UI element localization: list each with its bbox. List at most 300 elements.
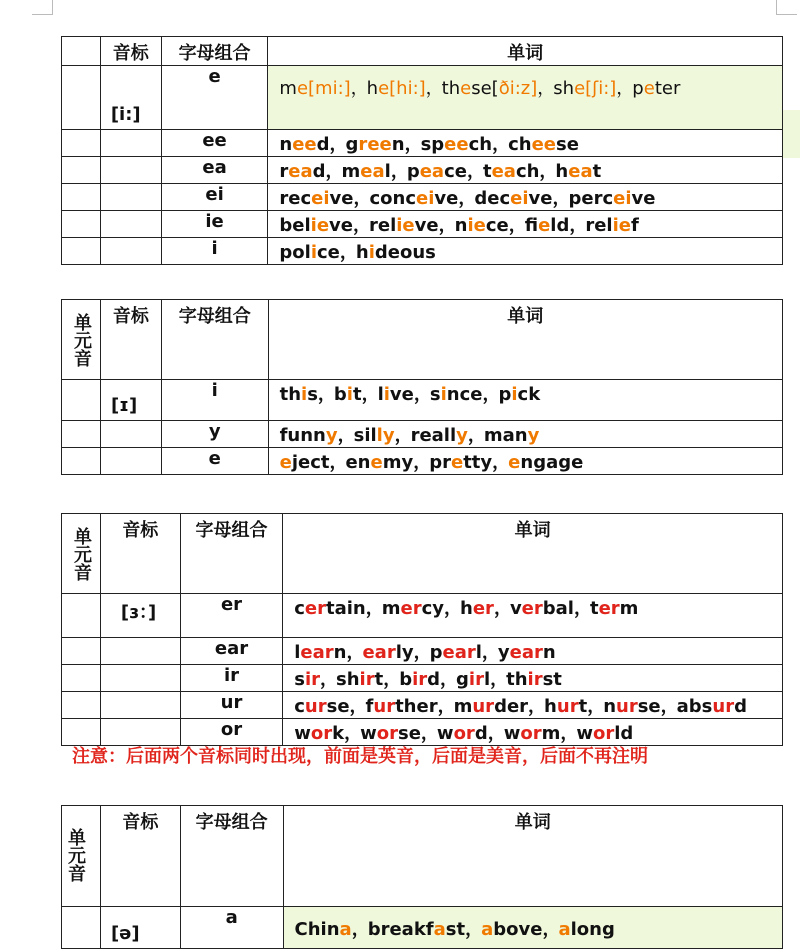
highlighted-letters: ur [373,696,396,717]
phonetic-symbol-cell [100,665,180,692]
word-separator: ， [329,452,346,473]
word-separator: ， [458,188,475,209]
word [456,669,490,690]
phonetic-symbol-cell: [ɜ：] [100,594,180,638]
word-segment: th [279,384,302,405]
header-letter-combination: 字母组合 [161,37,268,66]
letter-combination-cell: i [161,380,268,421]
word-segment: f [524,215,539,236]
word-segment: ve [329,188,354,209]
word [334,384,362,405]
word-segment: en [345,452,371,473]
word-segment: h [366,78,379,99]
word [294,598,366,619]
word-segment: funn [279,425,326,446]
word-separator: ， [353,188,370,209]
word-separator: ， [492,452,509,473]
word-separator: ， [325,161,342,182]
word [508,452,583,473]
word-segment: rel [369,215,397,236]
word-separator: ， [413,642,430,663]
word-separator: ， [337,425,354,446]
words-cell [268,238,783,265]
phonetic-symbol-cell [100,421,161,448]
word-segment: ly [395,642,414,663]
word-segment: g [456,669,469,690]
highlight-overflow [782,110,800,158]
table-header-row [62,806,783,907]
word-segment: sh [553,78,575,99]
word [632,78,680,99]
word-segment: l [475,642,482,663]
words-cell [283,692,783,719]
word-segment: n [454,215,468,236]
highlighted-letters: ei [510,188,529,209]
highlighted-letters: y [527,425,540,446]
word-segment: ce [485,215,509,236]
category-cell [62,380,101,421]
word-segment: g [345,134,359,155]
words-cell [283,907,782,949]
highlighted-letters: ie [467,215,486,236]
word-segment: se [398,723,421,744]
word-segment: h [460,598,473,619]
word-segment: b [333,384,347,405]
words-cell [268,66,783,130]
phonetic-symbol-cell [100,157,161,184]
table-row [62,130,783,157]
highlighted-letters: ly [376,425,395,446]
highlighted-letters: ur [472,696,495,717]
word-separator: ， [420,723,437,744]
word [504,723,561,744]
word [498,384,540,405]
word-separator: ， [349,696,366,717]
vowel-table-er [61,513,783,746]
word-separator: ， [339,242,356,263]
word [474,188,552,209]
category-cell [62,157,101,184]
header-phonetic-symbol: 音标 [100,806,180,907]
table-row [62,184,783,211]
word [484,425,539,446]
word-segment: d [427,669,441,690]
letter-combination-cell: ear [180,638,283,665]
phonetic-symbol-cell [100,184,161,211]
header-words: 单词 [283,514,783,594]
word-separator: ， [493,598,510,619]
header-letter-combination: 字母组合 [180,806,283,907]
word-segment: tain [326,598,366,619]
word [366,696,438,717]
highlighted-letters: er [400,598,422,619]
word-segment: w [503,723,521,744]
word [576,723,633,744]
highlighted-letters: ear [300,642,334,663]
word-segment: se [555,134,579,155]
word [342,161,391,182]
word [525,215,570,236]
highlighted-letters: ur [556,696,579,717]
note-text: 注意：后面两个音标同时出现，前面是英音，后面是美音，后面不再注明 [72,746,648,767]
header-category [62,37,101,66]
highlighted-letters: ir [359,669,375,690]
word [430,642,482,663]
word-separator: ， [560,723,577,744]
letter-combination-cell: ie [161,211,268,238]
highlighted-letters: ir [527,669,543,690]
word-separator: ， [569,215,586,236]
highlighted-letters: e [450,452,464,473]
word [483,161,539,182]
table-row [62,421,783,448]
word-separator: ， [466,161,483,182]
word-segment: t [374,669,384,690]
word-segment: ve [389,384,414,405]
word [369,215,439,236]
highlighted-letters: ie [310,215,330,236]
phonetic-symbol-cell: [ə] [100,907,180,949]
word-segment: n [603,696,617,717]
word [677,696,747,717]
word-segment: l [384,161,391,182]
words-cell [268,421,782,448]
word [510,598,574,619]
words-cell [283,638,783,665]
word-segment: t [592,161,602,182]
word [362,642,413,663]
word-segment: sil [353,425,377,446]
word [382,598,444,619]
word-separator: ， [394,425,411,446]
word-segment: p [632,78,644,99]
word-segment: l [483,669,491,690]
phonetic-symbol-cell [100,211,161,238]
header-phonetic-symbol: 音标 [100,37,161,66]
words-cell [268,157,783,184]
word-segment: s [429,384,441,405]
words-cell [283,665,783,692]
word-separator: ， [482,384,499,405]
word-segment: st [445,918,466,940]
highlighted-letters: ear [442,642,476,663]
letter-combination-cell: ur [180,692,283,719]
word-segment: sp [420,134,445,155]
phonetic-symbol-cell: [ɪ] [100,380,161,421]
table-row [62,448,783,475]
phonetic-symbol-cell: [i:] [100,66,161,130]
word [455,215,509,236]
word-segment: st [542,669,562,690]
highlighted-letters: ur [616,696,638,717]
word-segment: ngage [520,452,584,473]
vowel-table-i-short [61,299,783,475]
category-cell [62,594,101,638]
word-segment: s [294,669,305,690]
word-segment: c [294,598,305,619]
word [280,384,318,405]
word-segment: ld [614,723,634,744]
word-segment: ch [468,134,493,155]
word [430,384,483,405]
letter-combination-cell: i [161,238,268,265]
category-cell [62,448,101,475]
word [399,669,440,690]
vowel-table-i-long [61,36,783,265]
word-segment: ve [434,188,459,209]
highlighted-letters: er [304,598,326,619]
word-segment: t [578,696,588,717]
word-segment: ve [631,188,656,209]
letter-combination-cell: ee [161,130,268,157]
word-segment: d [312,161,326,182]
word-separator: ， [329,134,346,155]
highlighted-letters: e [508,452,521,473]
word [336,669,383,690]
highlighted-letters: or [376,723,398,744]
highlighted-letters: ei [613,188,632,209]
highlighted-letters: ie [396,215,415,236]
letter-combination-cell: ei [161,184,268,211]
highlighted-letters: ea [360,161,385,182]
word-segment: v [509,598,522,619]
word-separator: ， [487,723,504,744]
word-segment: c [294,696,305,717]
word-segment: t [482,161,492,182]
table-header-row [62,37,783,66]
highlighted-letters: a [433,918,446,940]
category-cell [62,238,101,265]
word-separator: ， [413,384,430,405]
word [442,78,538,99]
category-cell [62,638,101,665]
category-cell [62,907,101,949]
word-separator: ， [350,78,367,99]
word [590,598,638,619]
word-segment: m [381,598,401,619]
category-cell [62,130,101,157]
highlighted-letters: or [310,723,333,744]
highlighted-letters: ee [292,134,317,155]
word-segment: ch [508,134,532,155]
highlighted-letters: ie [612,215,631,236]
word-separator: ， [481,642,498,663]
word-segment: nce [446,384,483,405]
letter-combination-cell: y [161,421,268,448]
word [585,215,639,236]
highlighted-letters: ea [288,161,313,182]
word-separator: ， [552,188,569,209]
word [294,723,344,744]
highlighted-letters: er [521,598,543,619]
highlighted-letters: e [370,452,383,473]
word-separator: ， [438,215,455,236]
highlighted-letters: i [346,384,353,405]
word [568,188,655,209]
word-segment: l [377,384,384,405]
header-words: 单词 [283,806,782,907]
highlighted-letters: ee [367,134,392,155]
word-segment: tty [463,452,493,473]
header-words: 单词 [268,300,782,380]
word-segment: se [637,696,661,717]
vowel-table-schwa [61,805,783,949]
word [508,134,579,155]
table-header-row [62,300,783,380]
word-segment: y [497,642,510,663]
category-cell [62,184,101,211]
word-segment: w [576,723,593,744]
highlighted-letters: ie [538,215,551,236]
letter-combination-cell: or [180,719,283,746]
word-segment: bel [279,215,311,236]
word-segment: n [333,642,347,663]
word-segment: bove [493,918,543,940]
word-separator: ， [444,598,461,619]
word-segment: r [279,161,289,182]
word-separator: ， [587,696,604,717]
highlighted-letters: or [453,723,475,744]
highlighted-letters: er [598,598,620,619]
word [368,919,465,940]
word [295,919,352,940]
word [279,161,325,182]
word-segment: p [498,384,512,405]
words-cell [268,380,782,421]
word-separator: ， [317,384,334,405]
highlighted-letters: e[hi:] [378,78,426,99]
table-row [62,66,783,130]
highlighted-letters: y [456,425,468,446]
word [279,134,329,155]
word-segment: perc [568,188,614,209]
highlighted-letters: i [310,242,317,263]
word-segment: h [555,161,569,182]
highlighted-letters: e [643,78,655,99]
word-segment: th [441,78,461,99]
word-segment: p [429,642,443,663]
table-row [62,238,783,265]
highlighted-letters: i [301,384,308,405]
word [354,425,395,446]
word [279,242,339,263]
words-cell [283,594,783,638]
word-separator: ， [404,134,421,155]
word-segment: l [294,642,301,663]
table-row [62,211,783,238]
word-segment: rec [279,188,312,209]
highlighted-letters: ei [416,188,435,209]
word-segment: reall [410,425,457,446]
word-segment: t [352,384,362,405]
word-separator: ， [353,215,369,236]
word-segment: f [365,696,374,717]
highlighted-letters: ei [311,188,330,209]
word-separator: ， [528,696,545,717]
word-segment: long [570,918,615,940]
letter-combination-cell: er [180,594,283,638]
word-separator: ， [440,669,457,690]
word-segment: m [619,598,639,619]
word-segment: w [294,723,311,744]
word-separator: ， [537,78,554,99]
highlighted-letters: i [440,384,447,405]
table-row [62,692,783,719]
category-cell [62,421,101,448]
word-segment: w [360,723,377,744]
words-cell [268,211,783,238]
word [407,161,467,182]
word [279,215,353,236]
word-separator: ， [361,384,378,405]
word-segment: abs [676,696,713,717]
word-segment: breakf [367,918,434,940]
word [279,188,353,209]
category-cell [62,692,101,719]
word [544,696,587,717]
word-segment: h [355,242,369,263]
word-segment: man [483,425,528,446]
word-segment: sh [336,669,360,690]
word-separator: ， [346,642,363,663]
phonetic-symbol-cell [100,692,180,719]
highlighted-letters: ur [712,696,735,717]
word-separator: ， [616,78,633,99]
highlighted-letters: ee [531,134,556,155]
header-phonetic-symbol: 音标 [100,514,180,594]
words-cell [268,448,782,475]
word-segment: th [506,669,528,690]
word-segment: s [307,384,318,405]
highlighted-letters: a [558,918,571,940]
word [345,452,413,473]
table-row [62,594,783,638]
word-segment: ther [395,696,438,717]
word-segment: m [453,696,473,717]
letter-combination-cell: ea [161,157,268,184]
highlighted-letters: ear [509,642,543,663]
highlighted-letters: ear [362,642,396,663]
word-separator: ， [490,669,507,690]
phonetic-symbol-cell [100,238,161,265]
highlighted-letters: or [520,723,542,744]
header-words: 单词 [268,37,783,66]
word-segment: dec [474,188,511,209]
highlighted-letters: i [511,384,518,405]
category-cell [62,211,101,238]
word [553,78,616,99]
letter-combination-cell: a [180,907,283,949]
word [555,161,601,182]
page-corner-mark-right [776,0,797,15]
word-separator: ， [413,452,430,473]
word-segment: se[ [471,78,499,99]
word-separator: ， [390,161,407,182]
word-segment: Chin [294,918,340,940]
word [280,425,338,446]
category-label: 单元音 [62,300,101,380]
word-segment: ject [291,452,330,473]
word-segment: ve [414,215,439,236]
header-letter-combination: 字母组合 [180,514,283,594]
word [429,452,492,473]
phonetic-symbol-cell [100,638,180,665]
highlighted-letters: ir [304,669,320,690]
word-segment: n [279,134,293,155]
word-segment: ve [528,188,553,209]
table-row [62,907,783,949]
highlighted-letters: e[ʃi:] [574,78,617,99]
